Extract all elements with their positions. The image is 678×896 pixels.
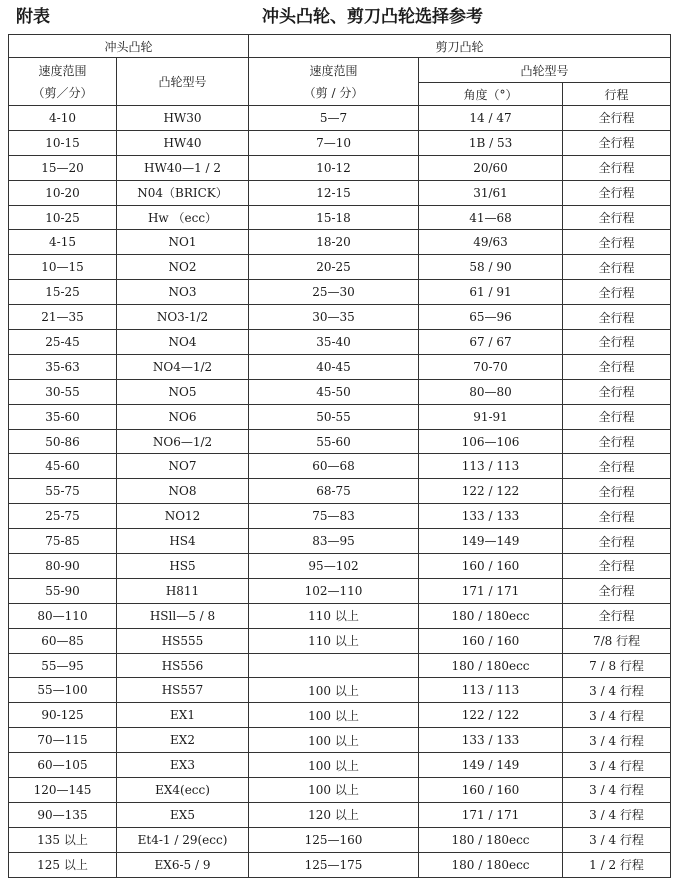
- shear-angle-cell: 160 / 160: [419, 628, 563, 653]
- punch-model-cell: Hw （ecc）: [117, 205, 249, 230]
- punch-model-cell: Et4-1 / 29(ecc): [117, 827, 249, 852]
- shear-stroke-cell: 全行程: [563, 255, 671, 280]
- shear-speed-cell: 15-18: [249, 205, 419, 230]
- shear-angle-cell: 180 / 180ecc: [419, 653, 563, 678]
- shear-speed-cell: 20-25: [249, 255, 419, 280]
- shear-stroke-cell: 全行程: [563, 429, 671, 454]
- punch-speed-cell: 55-90: [9, 578, 117, 603]
- table-row: [9, 255, 671, 280]
- punch-model-cell: HS556: [117, 653, 249, 678]
- shear-angle-cell: 122 / 122: [419, 703, 563, 728]
- shear-stroke-cell: 3 / 4 行程: [563, 703, 671, 728]
- shear-angle-cell: 171 / 171: [419, 578, 563, 603]
- shear-angle-cell: 160 / 160: [419, 778, 563, 803]
- shear-stroke-cell: 全行程: [563, 155, 671, 180]
- group-header-punch-cam: 冲头凸轮: [9, 35, 249, 58]
- shear-speed-cell: 100 以上: [249, 753, 419, 778]
- cam-selection-table: [8, 34, 671, 878]
- punch-speed-cell: 4-15: [9, 230, 117, 255]
- table-row: [9, 479, 671, 504]
- table-row: [9, 205, 671, 230]
- table-row: [9, 130, 671, 155]
- shear-stroke-cell: 全行程: [563, 379, 671, 404]
- header-punch-model: 凸轮型号: [117, 58, 249, 106]
- shear-angle-cell: 149—149: [419, 529, 563, 554]
- shear-stroke-cell: 7 / 8 行程: [563, 653, 671, 678]
- appendix-label: 附表: [16, 7, 50, 27]
- group-header-shear-cam: 剪刀凸轮: [249, 35, 671, 58]
- shear-speed-cell: 25—30: [249, 280, 419, 305]
- punch-speed-cell: 120—145: [9, 778, 117, 803]
- punch-model-cell: NO4—1/2: [117, 354, 249, 379]
- punch-model-cell: HW40: [117, 130, 249, 155]
- shear-angle-cell: 160 / 160: [419, 554, 563, 579]
- shear-stroke-cell: 3 / 4 行程: [563, 827, 671, 852]
- shear-angle-cell: 20/60: [419, 155, 563, 180]
- shear-angle-cell: 106—106: [419, 429, 563, 454]
- shear-angle-cell: 67 / 67: [419, 330, 563, 355]
- shear-speed-cell: 12-15: [249, 180, 419, 205]
- table-row: [9, 778, 671, 803]
- shear-speed-cell: 110 以上: [249, 628, 419, 653]
- header-punch-speed: [9, 58, 117, 106]
- header-shear-speed: [249, 58, 419, 106]
- table-body: [9, 106, 671, 878]
- shear-angle-cell: 1B / 53: [419, 130, 563, 155]
- table-row: [9, 305, 671, 330]
- document-title: 冲头凸轮、剪刀凸轮选择参考: [262, 7, 483, 27]
- shear-speed-cell: 7—10: [249, 130, 419, 155]
- shear-speed-cell: 30—35: [249, 305, 419, 330]
- punch-speed-cell: 60—105: [9, 753, 117, 778]
- punch-speed-cell: 15-25: [9, 280, 117, 305]
- shear-speed-cell: 95—102: [249, 554, 419, 579]
- shear-speed-cell: 83—95: [249, 529, 419, 554]
- punch-speed-cell: 4-10: [9, 106, 117, 131]
- header-shear-speed-line1: 速度范围: [309, 63, 358, 78]
- punch-speed-cell: 10-25: [9, 205, 117, 230]
- punch-model-cell: EX2: [117, 728, 249, 753]
- punch-model-cell: NO7: [117, 454, 249, 479]
- shear-angle-cell: 133 / 133: [419, 504, 563, 529]
- table-row: [9, 330, 671, 355]
- header-shear-model: 凸轮型号: [419, 58, 671, 83]
- shear-stroke-cell: 7/8 行程: [563, 628, 671, 653]
- shear-speed-cell: 100 以上: [249, 678, 419, 703]
- table-row: [9, 180, 671, 205]
- punch-speed-cell: 80-90: [9, 554, 117, 579]
- shear-speed-cell: 18-20: [249, 230, 419, 255]
- punch-model-cell: HSll—5 / 8: [117, 603, 249, 628]
- punch-speed-cell: 15—20: [9, 155, 117, 180]
- shear-angle-cell: 70-70: [419, 354, 563, 379]
- shear-speed-cell: 5—7: [249, 106, 419, 131]
- table-row: [9, 653, 671, 678]
- table-row: [9, 379, 671, 404]
- table-row: [9, 703, 671, 728]
- shear-angle-cell: 122 / 122: [419, 479, 563, 504]
- shear-speed-cell: 45-50: [249, 379, 419, 404]
- table-row: [9, 155, 671, 180]
- punch-speed-cell: 55—95: [9, 653, 117, 678]
- shear-angle-cell: 49/63: [419, 230, 563, 255]
- table-row: [9, 554, 671, 579]
- shear-speed-cell: 110 以上: [249, 603, 419, 628]
- header-shear-angle: 角度（°）: [419, 83, 563, 106]
- punch-model-cell: NO6—1/2: [117, 429, 249, 454]
- punch-model-cell: NO4: [117, 330, 249, 355]
- shear-angle-cell: 80—80: [419, 379, 563, 404]
- shear-speed-cell: 75—83: [249, 504, 419, 529]
- table-row: [9, 504, 671, 529]
- shear-angle-cell: 180 / 180ecc: [419, 603, 563, 628]
- shear-stroke-cell: 全行程: [563, 205, 671, 230]
- punch-speed-cell: 90—135: [9, 802, 117, 827]
- punch-model-cell: EX1: [117, 703, 249, 728]
- table-row: [9, 728, 671, 753]
- punch-model-cell: EX3: [117, 753, 249, 778]
- shear-speed-cell: [249, 653, 419, 678]
- shear-angle-cell: 41—68: [419, 205, 563, 230]
- shear-stroke-cell: 全行程: [563, 529, 671, 554]
- table-row: [9, 678, 671, 703]
- punch-speed-cell: 60—85: [9, 628, 117, 653]
- shear-angle-cell: 180 / 180ecc: [419, 852, 563, 877]
- shear-stroke-cell: 1 / 2 行程: [563, 852, 671, 877]
- table-row: [9, 802, 671, 827]
- shear-speed-cell: 125—175: [249, 852, 419, 877]
- punch-model-cell: NO2: [117, 255, 249, 280]
- shear-stroke-cell: 全行程: [563, 230, 671, 255]
- shear-stroke-cell: 全行程: [563, 305, 671, 330]
- shear-stroke-cell: 全行程: [563, 578, 671, 603]
- punch-speed-cell: 125 以上: [9, 852, 117, 877]
- punch-model-cell: HS4: [117, 529, 249, 554]
- shear-stroke-cell: 全行程: [563, 354, 671, 379]
- punch-model-cell: EX5: [117, 802, 249, 827]
- punch-speed-cell: 55—100: [9, 678, 117, 703]
- shear-stroke-cell: 全行程: [563, 454, 671, 479]
- punch-speed-cell: 135 以上: [9, 827, 117, 852]
- shear-stroke-cell: 全行程: [563, 130, 671, 155]
- shear-stroke-cell: 全行程: [563, 280, 671, 305]
- punch-speed-cell: 25-75: [9, 504, 117, 529]
- punch-model-cell: H811: [117, 578, 249, 603]
- shear-angle-cell: 65—96: [419, 305, 563, 330]
- shear-angle-cell: 58 / 90: [419, 255, 563, 280]
- shear-stroke-cell: 3 / 4 行程: [563, 778, 671, 803]
- shear-angle-cell: 61 / 91: [419, 280, 563, 305]
- shear-speed-cell: 10-12: [249, 155, 419, 180]
- shear-stroke-cell: 3 / 4 行程: [563, 728, 671, 753]
- shear-angle-cell: 171 / 171: [419, 802, 563, 827]
- shear-speed-cell: 55-60: [249, 429, 419, 454]
- shear-speed-cell: 125—160: [249, 827, 419, 852]
- punch-speed-cell: 25-45: [9, 330, 117, 355]
- shear-speed-cell: 60—68: [249, 454, 419, 479]
- punch-speed-cell: 55-75: [9, 479, 117, 504]
- shear-angle-cell: 14 / 47: [419, 106, 563, 131]
- punch-model-cell: EX4(ecc): [117, 778, 249, 803]
- table-row: [9, 404, 671, 429]
- table-row: [9, 578, 671, 603]
- punch-speed-cell: 10-15: [9, 130, 117, 155]
- title-row: [0, 0, 678, 30]
- table-row: [9, 753, 671, 778]
- punch-model-cell: NO3: [117, 280, 249, 305]
- punch-model-cell: HW30: [117, 106, 249, 131]
- shear-stroke-cell: 全行程: [563, 504, 671, 529]
- header-punch-speed-line2: （剪／分）: [32, 85, 93, 100]
- table-row: [9, 429, 671, 454]
- punch-speed-cell: 70—115: [9, 728, 117, 753]
- punch-speed-cell: 90-125: [9, 703, 117, 728]
- header-punch-speed-line1: 速度范围: [38, 63, 87, 78]
- punch-model-cell: NO8: [117, 479, 249, 504]
- shear-stroke-cell: 全行程: [563, 106, 671, 131]
- punch-speed-cell: 50-86: [9, 429, 117, 454]
- shear-angle-cell: 149 / 149: [419, 753, 563, 778]
- shear-speed-cell: 50-55: [249, 404, 419, 429]
- shear-stroke-cell: 全行程: [563, 404, 671, 429]
- header-shear-speed-line2: （剪 / 分）: [303, 85, 364, 100]
- shear-stroke-cell: 3 / 4 行程: [563, 753, 671, 778]
- shear-speed-cell: 40-45: [249, 354, 419, 379]
- shear-angle-cell: 180 / 180ecc: [419, 827, 563, 852]
- shear-angle-cell: 91-91: [419, 404, 563, 429]
- punch-speed-cell: 35-63: [9, 354, 117, 379]
- punch-model-cell: N04（BRICK）: [117, 180, 249, 205]
- table-row: [9, 827, 671, 852]
- table-row: [9, 280, 671, 305]
- shear-speed-cell: 120 以上: [249, 802, 419, 827]
- shear-speed-cell: 35-40: [249, 330, 419, 355]
- shear-stroke-cell: 全行程: [563, 330, 671, 355]
- punch-model-cell: HS557: [117, 678, 249, 703]
- punch-speed-cell: 10-20: [9, 180, 117, 205]
- shear-stroke-cell: 3 / 4 行程: [563, 802, 671, 827]
- punch-model-cell: HW40—1 / 2: [117, 155, 249, 180]
- table-row: [9, 106, 671, 131]
- punch-speed-cell: 35-60: [9, 404, 117, 429]
- table-row: [9, 230, 671, 255]
- shear-angle-cell: 113 / 113: [419, 678, 563, 703]
- shear-stroke-cell: 全行程: [563, 554, 671, 579]
- punch-speed-cell: 45-60: [9, 454, 117, 479]
- punch-model-cell: NO6: [117, 404, 249, 429]
- shear-angle-cell: 31/61: [419, 180, 563, 205]
- punch-speed-cell: 75-85: [9, 529, 117, 554]
- punch-model-cell: EX6-5 / 9: [117, 852, 249, 877]
- shear-speed-cell: 102—110: [249, 578, 419, 603]
- shear-stroke-cell: 全行程: [563, 603, 671, 628]
- table-row: [9, 354, 671, 379]
- shear-speed-cell: 100 以上: [249, 728, 419, 753]
- shear-stroke-cell: 全行程: [563, 479, 671, 504]
- shear-speed-cell: 100 以上: [249, 703, 419, 728]
- table-row: [9, 454, 671, 479]
- shear-stroke-cell: 3 / 4 行程: [563, 678, 671, 703]
- table-row: [9, 852, 671, 877]
- punch-model-cell: NO1: [117, 230, 249, 255]
- table-row: [9, 529, 671, 554]
- punch-model-cell: NO3-1/2: [117, 305, 249, 330]
- punch-model-cell: HS5: [117, 554, 249, 579]
- shear-angle-cell: 113 / 113: [419, 454, 563, 479]
- table-row: [9, 603, 671, 628]
- punch-speed-cell: 30-55: [9, 379, 117, 404]
- shear-speed-cell: 100 以上: [249, 778, 419, 803]
- shear-speed-cell: 68-75: [249, 479, 419, 504]
- punch-speed-cell: 21—35: [9, 305, 117, 330]
- shear-angle-cell: 133 / 133: [419, 728, 563, 753]
- table-row: [9, 628, 671, 653]
- punch-speed-cell: 80—110: [9, 603, 117, 628]
- header-shear-stroke: 行程: [563, 83, 671, 106]
- punch-model-cell: NO12: [117, 504, 249, 529]
- punch-speed-cell: 10—15: [9, 255, 117, 280]
- punch-model-cell: NO5: [117, 379, 249, 404]
- punch-model-cell: HS555: [117, 628, 249, 653]
- shear-stroke-cell: 全行程: [563, 180, 671, 205]
